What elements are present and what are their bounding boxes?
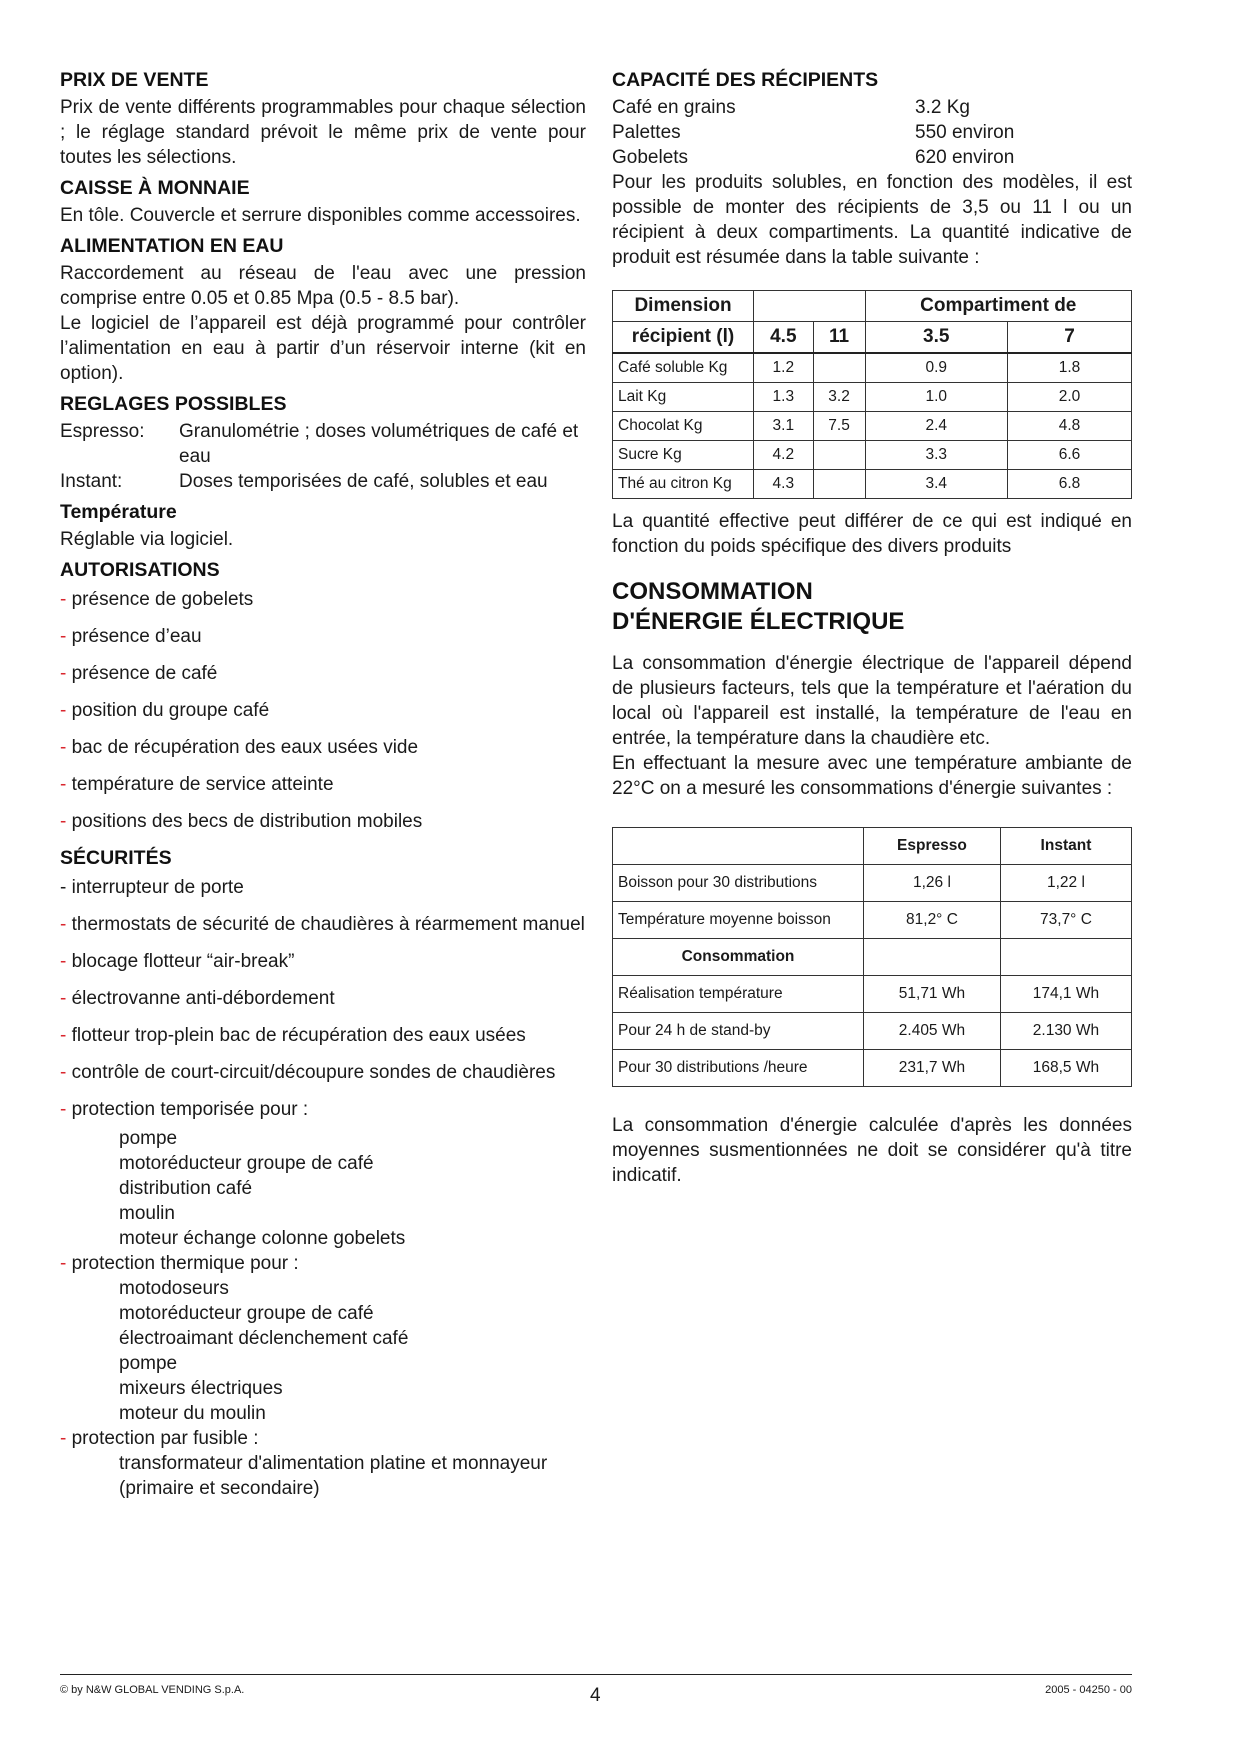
table-row xyxy=(613,976,1132,1013)
table-header-cell: 7 xyxy=(1007,322,1131,354)
capacite-key: Café en grains xyxy=(612,97,736,118)
table-cell: 2.4 xyxy=(865,412,1007,441)
right-column xyxy=(612,64,1132,1188)
table-header-row xyxy=(613,291,1132,322)
bullet-dash: - xyxy=(60,589,72,610)
bullet-dash: - xyxy=(60,737,72,758)
table-cell: 2.405 Wh xyxy=(864,1013,1001,1050)
sub-item: motodoseurs xyxy=(119,1278,229,1299)
list-item: - position du groupe café xyxy=(60,700,270,721)
table-cell: Boisson pour 30 distributions xyxy=(613,865,864,902)
list-item: - thermostats de sécurité de chaudières à réarmement manuel xyxy=(60,914,585,935)
bullet-dash: - xyxy=(60,663,72,684)
table-header-cell xyxy=(754,291,866,322)
list-item: - protection thermique pour : xyxy=(60,1253,299,1274)
table-cell: Réalisation température xyxy=(613,976,864,1013)
table-header-cell: 3.5 xyxy=(865,322,1007,354)
table-row xyxy=(613,383,1132,412)
capacite-key: Gobelets xyxy=(612,147,689,168)
table-header-cell: 4.5 xyxy=(754,322,814,354)
list-item: - contrôle de court-circuit/découpure sondes de chaudières xyxy=(60,1062,556,1083)
bullet-dash: - xyxy=(60,914,72,935)
bullet-dash: - xyxy=(60,988,72,1009)
capacite-text: Pour les produits solubles, en fonction des modèles, il est possible de monter des récipients de 3,5 ou 11 l ou un récipient à deux compartiments. La quantité indicative de produit est résumée dans la table suivante : xyxy=(612,172,1132,268)
table-cell: 3.2 xyxy=(813,383,865,412)
table-row xyxy=(613,412,1132,441)
table-cell: 3.4 xyxy=(865,470,1007,499)
table-cell: 168,5 Wh xyxy=(1000,1050,1131,1087)
sub-item: motoréducteur groupe de café xyxy=(119,1153,374,1174)
bullet-dash: - xyxy=(60,1025,72,1046)
reglage-value: Doses temporisées de café, solubles et eau xyxy=(179,471,548,492)
capacite-value: 620 environ xyxy=(915,147,1015,168)
consommation-text-2: En effectuant la mesure avec une température ambiante de 22°C on a mesuré les consommations d'énergie suivantes : xyxy=(612,753,1132,799)
table-cell: 4.2 xyxy=(754,441,814,470)
table-section-row xyxy=(613,939,1132,976)
table-cell xyxy=(813,353,865,383)
reglage-row-instant xyxy=(60,469,586,494)
table-header-cell: Compartiment de xyxy=(865,291,1132,322)
table-cell: 7.5 xyxy=(813,412,865,441)
table-cell: 1.0 xyxy=(865,383,1007,412)
reglage-value: Granulométrie ; doses volumétriques de café et eau xyxy=(179,421,579,467)
table-row xyxy=(613,902,1132,939)
table-cell: 1,22 l xyxy=(1000,865,1131,902)
table-cell: 1.3 xyxy=(754,383,814,412)
table-header-cell: Dimension xyxy=(613,291,754,322)
list-item: - température de service atteinte xyxy=(60,774,334,795)
reglage-key: Espresso: xyxy=(60,421,145,442)
table-cell: Thé au citron Kg xyxy=(613,470,754,499)
reglage-row-espresso xyxy=(60,419,586,469)
bullet-dash: - xyxy=(60,626,72,647)
table-cell: Pour 24 h de stand-by xyxy=(613,1013,864,1050)
sub-item: moulin xyxy=(119,1203,175,1224)
table-header-cell: Espresso xyxy=(864,828,1001,865)
securites-list xyxy=(60,875,586,1501)
list-item: - présence de café xyxy=(60,663,218,684)
capacite-key: Palettes xyxy=(612,122,681,143)
consommation-heading-line2: D'ÉNERGIE ÉLECTRIQUE xyxy=(612,608,905,635)
table-row xyxy=(613,1050,1132,1087)
bullet-dash: - xyxy=(60,811,72,832)
table-cell: 1.2 xyxy=(754,353,814,383)
table-cell: 51,71 Wh xyxy=(864,976,1001,1013)
eau-text-1: Raccordement au réseau de l'eau avec une pression comprise entre 0.05 et 0.85 Mpa (0.5 - 8.5 bar). xyxy=(60,263,586,309)
sub-item: pompe xyxy=(119,1128,178,1149)
table-cell: 73,7° C xyxy=(1000,902,1131,939)
footer-divider xyxy=(60,1674,1132,1675)
bullet-dash: - xyxy=(60,951,72,972)
list-item: - interrupteur de porte xyxy=(60,877,244,898)
capacite-row xyxy=(612,120,1132,145)
sub-item: moteur du moulin xyxy=(119,1403,266,1424)
table-cell: 6.8 xyxy=(1007,470,1131,499)
table-cell: 0.9 xyxy=(865,353,1007,383)
sub-item: motoréducteur groupe de café xyxy=(119,1303,374,1324)
eau-heading: ALIMENTATION EN EAU xyxy=(60,235,284,257)
table-row xyxy=(613,865,1132,902)
table-cell xyxy=(864,939,1001,976)
footer-copyright: © by N&W GLOBAL VENDING S.p.A. xyxy=(60,1684,245,1696)
table-header-row xyxy=(613,322,1132,354)
left-column xyxy=(60,64,586,1501)
table-header-cell: Instant xyxy=(1000,828,1131,865)
capacite-heading: CAPACITÉ DES RÉCIPIENTS xyxy=(612,69,879,91)
table-row xyxy=(613,353,1132,383)
capacity-note: La quantité effective peut différer de ce qui est indiqué en fonction du poids spécifique des divers produits xyxy=(612,511,1132,557)
caisse-heading: CAISSE À MONNAIE xyxy=(60,177,250,199)
table-cell xyxy=(813,441,865,470)
autorisations-heading: AUTORISATIONS xyxy=(60,559,220,581)
table-cell: 4.3 xyxy=(754,470,814,499)
sub-item: moteur échange colonne gobelets xyxy=(119,1228,406,1249)
prix-text: Prix de vente différents programmables pour chaque sélection ; le réglage standard prévoit le même prix de vente pour toutes les sélections. xyxy=(60,97,586,168)
bullet-dash: - xyxy=(60,1253,72,1274)
table-cell: Chocolat Kg xyxy=(613,412,754,441)
caisse-text: En tôle. Couvercle et serrure disponibles comme accessoires. xyxy=(60,205,581,226)
energy-table xyxy=(612,827,1132,1087)
capacite-row xyxy=(612,95,1132,120)
table-cell: Sucre Kg xyxy=(613,441,754,470)
sub-item: distribution café xyxy=(119,1178,253,1199)
table-cell xyxy=(613,828,864,865)
capacite-row xyxy=(612,145,1132,170)
eau-text-2: Le logiciel de l’appareil est déjà programmé pour contrôler l’alimentation en eau à partir d’un réservoir interne (kit en option). xyxy=(60,313,586,384)
table-cell: Pour 30 distributions /heure xyxy=(613,1050,864,1087)
bullet-dash: - xyxy=(60,1099,72,1120)
document-code: 2005 - 04250 - 00 xyxy=(1045,1684,1132,1696)
table-cell xyxy=(1000,939,1131,976)
table-header-row xyxy=(613,828,1132,865)
list-item: - blocage flotteur “air-break” xyxy=(60,951,295,972)
table-cell: 2.0 xyxy=(1007,383,1131,412)
sub-item: transformateur d'alimentation platine et monnayeur (primaire et secondaire) xyxy=(119,1453,548,1499)
list-item: - positions des becs de distribution mobiles xyxy=(60,811,423,832)
sub-item: pompe xyxy=(119,1353,178,1374)
table-cell: 81,2° C xyxy=(864,902,1001,939)
bullet-dash: - xyxy=(60,774,72,795)
capacite-value: 3.2 Kg xyxy=(915,97,970,118)
consommation-text-1: La consommation d'énergie électrique de l'appareil dépend de plusieurs facteurs, tels que la température et l'aération du local où l'appareil est installé, la température de l'eau en entrée, la température dans la chaudière etc. xyxy=(612,653,1132,749)
list-item: - protection temporisée pour : xyxy=(60,1099,309,1120)
table-row xyxy=(613,470,1132,499)
consommation-heading-line1: CONSOMMATION xyxy=(612,578,813,605)
table-cell: 3.1 xyxy=(754,412,814,441)
table-cell: 231,7 Wh xyxy=(864,1050,1001,1087)
table-header-cell: récipient (l) xyxy=(613,322,754,354)
capacity-table xyxy=(612,290,1132,499)
table-section-cell: Consommation xyxy=(613,939,864,976)
list-item: - bac de récupération des eaux usées vide xyxy=(60,737,419,758)
table-cell: Lait Kg xyxy=(613,383,754,412)
list-item: - protection par fusible : xyxy=(60,1428,259,1449)
sub-item: électroaimant déclenchement café xyxy=(119,1328,409,1349)
securites-heading: SÉCURITÉS xyxy=(60,847,172,869)
list-item: - présence de gobelets xyxy=(60,589,254,610)
table-cell: 1.8 xyxy=(1007,353,1131,383)
table-cell: 3.3 xyxy=(865,441,1007,470)
table-header-cell: 11 xyxy=(813,322,865,354)
prix-heading: PRIX DE VENTE xyxy=(60,69,209,91)
table-cell: 2.130 Wh xyxy=(1000,1013,1131,1050)
list-item: - présence d’eau xyxy=(60,626,202,647)
sub-item: mixeurs électriques xyxy=(119,1378,283,1399)
table-cell: 174,1 Wh xyxy=(1000,976,1131,1013)
table-row xyxy=(613,1013,1132,1050)
table-cell: 4.8 xyxy=(1007,412,1131,441)
table-row xyxy=(613,441,1132,470)
table-cell: 6.6 xyxy=(1007,441,1131,470)
energy-note: La consommation d'énergie calculée d'après les données moyennes susmentionnées ne doit se considérer qu'à titre indicatif. xyxy=(612,1115,1132,1186)
table-cell: Café soluble Kg xyxy=(613,353,754,383)
capacite-value: 550 environ xyxy=(915,122,1015,143)
consommation-heading xyxy=(612,577,1132,637)
table-cell: Température moyenne boisson xyxy=(613,902,864,939)
reglages-heading: REGLAGES POSSIBLES xyxy=(60,393,287,415)
page-number: 4 xyxy=(590,1685,601,1706)
list-item: - flotteur trop-plein bac de récupération des eaux usées xyxy=(60,1025,526,1046)
reglage-key: Instant: xyxy=(60,471,123,492)
table-cell xyxy=(813,470,865,499)
temperature-text: Réglable via logiciel. xyxy=(60,529,234,550)
temperature-heading: Température xyxy=(60,501,177,523)
bullet-dash: - xyxy=(60,1062,72,1083)
list-item: - électrovanne anti-débordement xyxy=(60,988,335,1009)
bullet-dash: - xyxy=(60,1428,72,1449)
autorisations-list xyxy=(60,587,586,834)
bullet-dash: - xyxy=(60,877,72,898)
table-cell: 1,26 l xyxy=(864,865,1001,902)
bullet-dash: - xyxy=(60,700,72,721)
